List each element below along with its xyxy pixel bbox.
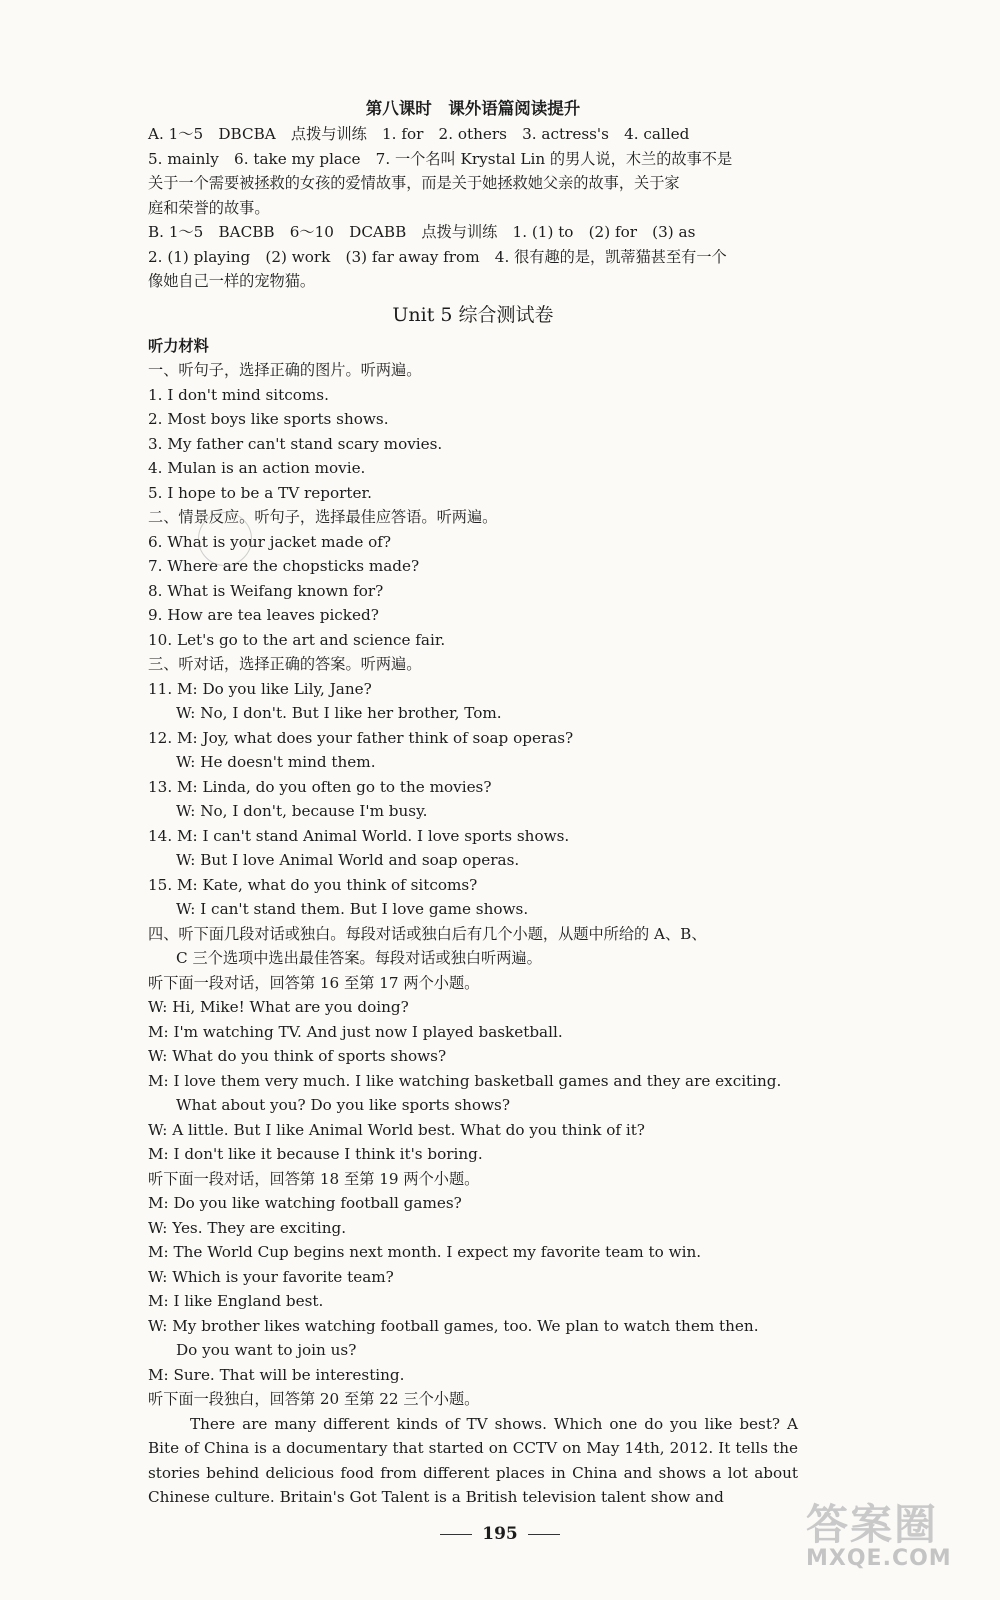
monologue-intro: 听下面一段独白，回答第 20 至第 22 三个小题。 (148, 1390, 480, 1408)
dialog1-line: W: What do you think of sports shows? (148, 1047, 447, 1065)
dialog-line-w: W: No, I don't. But I like her brother, Tom. (176, 704, 502, 722)
part2-item: 7. Where are the chopsticks made? (148, 557, 420, 575)
dialog-line-w: W: He doesn't mind them. (176, 753, 376, 771)
dialog1-line: W: Hi, Mike! What are you doing? (148, 998, 409, 1016)
dialog-line-m: 14. M: I can't stand Animal World. I love sports shows. (148, 826, 570, 845)
footer-dash (528, 1534, 560, 1535)
monologue-paragraph: There are many different kinds of TV shows. Which one do you like best? A Bite of China is a documentary that started on CCTV on May 14th, 2012. It tells the stories behind delicious food from different places in China and shows a lot about Chinese culture. Britain's Got Talent is a British television talent show and (148, 1414, 798, 1506)
dialog2-line: M: The World Cup begins next month. I expect my favorite team to win. (148, 1243, 702, 1261)
part1-item: 4. Mulan is an action movie. (148, 459, 366, 477)
dialog1-line: M: I'm watching TV. And just now I played basketball. (148, 1022, 563, 1041)
part3-heading: 三、听对话，选择正确的答案。听两遍。 (148, 655, 422, 673)
lesson8-line: 2. (1) playing (2) work (3) far away from 4. 很有趣的是，凯蒂猫甚至有一个 (148, 247, 727, 266)
dialog-line-w: W: But I love Animal World and soap operas. (176, 851, 520, 869)
dialog2-line: W: My brother likes watching football games, too. We plan to watch them then. (148, 1316, 759, 1335)
part2-item: 10. Let's go to the art and science fair. (148, 630, 446, 649)
unit5-title: Unit 5 综合测试卷 (392, 303, 554, 326)
part4-heading-cont: C 三个选项中选出最佳答案。每段对话或独白听两遍。 (176, 949, 542, 967)
lesson8-line: 关于一个需要被拯救的女孩的爱情故事，而是关于她拯救她父亲的故事，关于家 (148, 174, 680, 192)
lesson8-line: B. 1～5 BACBB 6～10 DCABB 点拨与训练 1. (1) to (2) for (3) as (148, 223, 696, 241)
part1-item: 5. I hope to be a TV reporter. (148, 483, 372, 502)
dialog2-line: Do you want to join us? (176, 1341, 357, 1359)
lesson8-line: 庭和荣誉的故事。 (148, 198, 270, 217)
watermark (806, 1492, 986, 1592)
page-number: 195 (482, 1524, 518, 1544)
dialog2-line: W: Yes. They are exciting. (148, 1218, 347, 1237)
dialog2-intro: 听下面一段对话，回答第 18 至第 19 两个小题。 (148, 1169, 480, 1188)
footer-dash (440, 1534, 472, 1535)
watermark-url: MXQE.COM (806, 1546, 952, 1571)
dialog2-line: M: Sure. That will be interesting. (148, 1365, 405, 1384)
stamp-mark (198, 512, 252, 566)
part1-item: 1. I don't mind sitcoms. (148, 385, 329, 404)
dialog-line-m: 11. M: Do you like Lily, Jane? (148, 679, 372, 698)
lesson8-line: 5. mainly 6. take my place 7. 一个名叫 Krystal Lin 的男人说，木兰的故事不是 (148, 149, 733, 168)
dialog-line-w: W: I can't stand them. But I love game shows. (176, 900, 529, 918)
watermark-logo: 答案圈 (806, 1500, 939, 1549)
dialog1-line: W: A little. But I like Animal World best. What do you think of it? (148, 1120, 645, 1139)
dialog1-intro: 听下面一段对话，回答第 16 至第 17 两个小题。 (148, 973, 480, 992)
section-label: 听力材料 (148, 336, 209, 355)
part2-heading: 二、情景反应。听句子，选择最佳应答语。听两遍。 (148, 508, 498, 526)
dialog2-line: M: Do you like watching football games? (148, 1194, 462, 1212)
dialog2-line: M: I like England best. (148, 1292, 324, 1310)
dialog-line-m: 13. M: Linda, do you often go to the movies? (148, 777, 492, 796)
lesson8-line: 像她自己一样的宠物猫。 (148, 272, 316, 290)
part2-item: 8. What is Weifang known for? (148, 581, 384, 600)
lesson8-line: A. 1～5 DBCBA 点拨与训练 1. for 2. others 3. actress's 4. called (148, 125, 690, 143)
part4-heading: 四、听下面几段对话或独白。每段对话或独白后有几个小题，从题中所给的 A、B、 (148, 924, 707, 943)
part1-heading: 一、听句子，选择正确的图片。听两遍。 (148, 361, 422, 379)
dialog-line-m: 15. M: Kate, what do you think of sitcoms? (148, 875, 478, 894)
dialog1-line: M: I don't like it because I think it's boring. (148, 1145, 483, 1163)
dialog-line-m: 12. M: Joy, what does your father think of soap operas? (148, 728, 574, 747)
part2-item: 9. How are tea leaves picked? (148, 606, 379, 624)
dialog1-line: What about you? Do you like sports shows? (176, 1096, 510, 1114)
dialog1-line: M: I love them very much. I like watching basketball games and they are exciting. (148, 1071, 782, 1090)
dialog-line-w: W: No, I don't, because I'm busy. (176, 802, 428, 820)
part1-item: 3. My father can't stand scary movies. (148, 434, 443, 453)
dialog2-line: W: Which is your favorite team? (148, 1267, 394, 1286)
part2-item: 6. What is your jacket made of? (148, 532, 392, 551)
lesson8-title: 第八课时 课外语篇阅读提升 (365, 99, 581, 118)
page-content (148, 96, 798, 1510)
part1-item: 2. Most boys like sports shows. (148, 410, 389, 428)
